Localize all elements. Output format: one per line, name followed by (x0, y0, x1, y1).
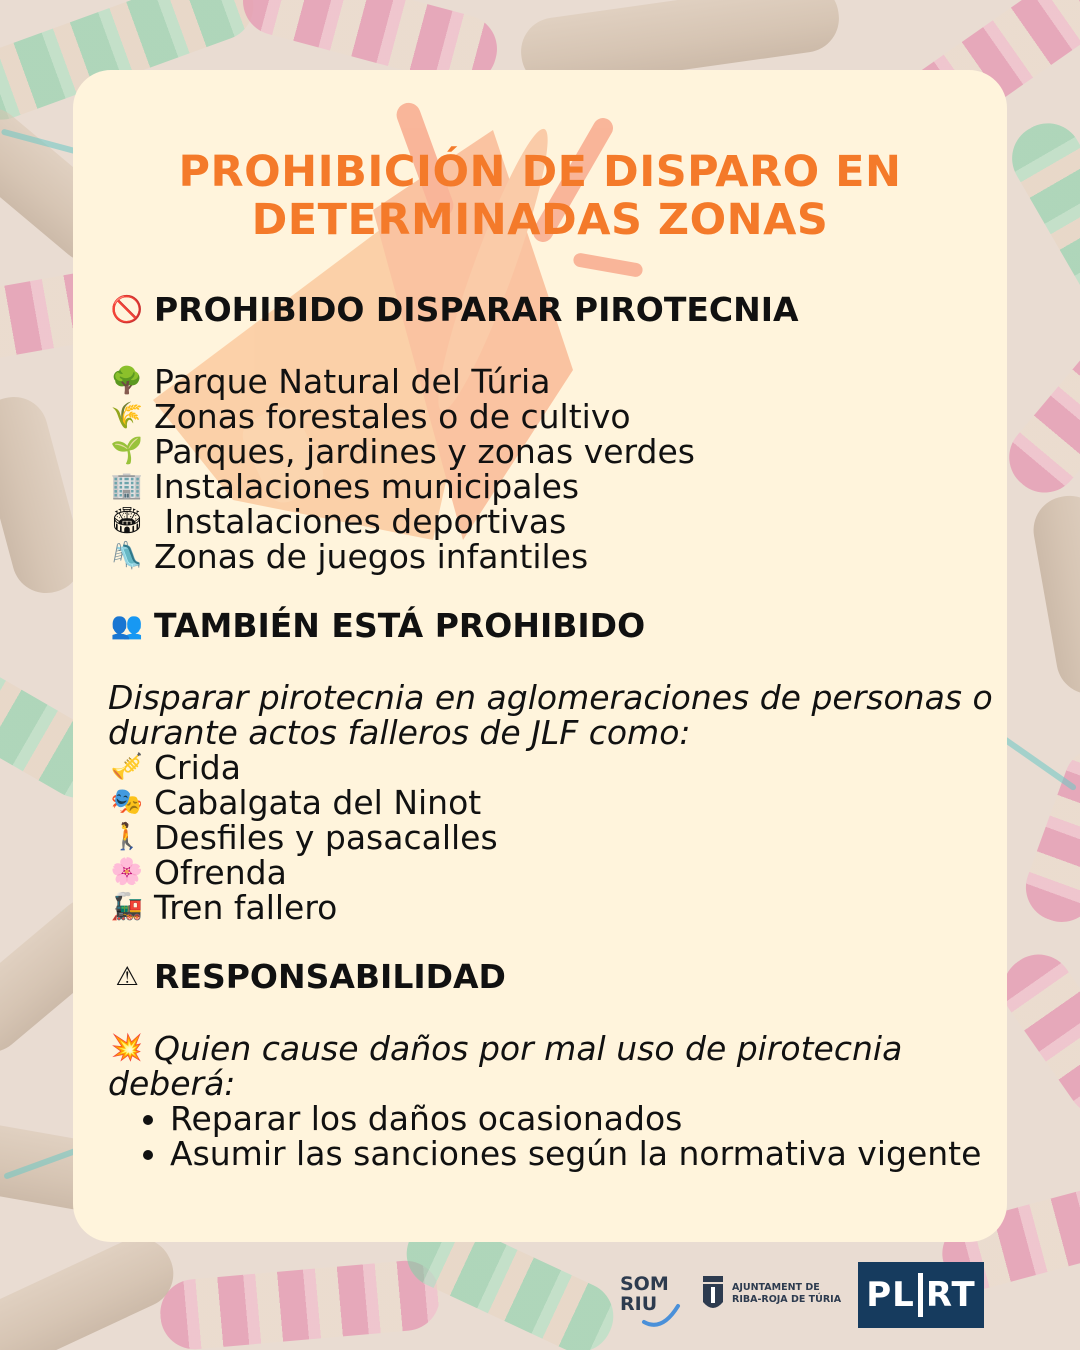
list-item: 🎭 Cabalgata del Ninot (108, 785, 988, 820)
warning-icon: ⚠ (115, 962, 139, 992)
somriu-arc-icon (640, 1300, 684, 1330)
footer-logos (620, 1262, 990, 1332)
list-item: 🚂 Tren fallero (108, 890, 988, 925)
responsabilidad-list (108, 1101, 988, 1171)
title-line-2: DETERMINADAS ZONAS (251, 195, 829, 245)
coat-of-arms-icon (700, 1274, 726, 1314)
list-item: 🏟 Instalaciones deportivas (108, 504, 988, 539)
section-responsabilidad-heading: ⚠ RESPONSABILIDAD (108, 959, 988, 995)
no-entry-icon: 🚫 (110, 295, 144, 325)
wheat-icon: 🌾 (110, 401, 144, 431)
title-line-1: PROHIBICIÓN DE DISPARO EN (178, 147, 902, 197)
section-responsabilidad-intro-1: 💥 Quien cause daños por mal uso de pirotecnia (108, 1031, 988, 1066)
plant-icon: 🌱 (110, 436, 144, 466)
section-tambien-intro-2: durante actos falleros de JLF como: (108, 713, 691, 752)
notice-card (73, 70, 1007, 1242)
theater-masks-icon: 🎭 (110, 787, 144, 817)
list-item: 🌱 Parques, jardines y zonas verdes (108, 434, 988, 469)
list-item: • Reparar los daños ocasionados (170, 1101, 988, 1136)
list-item: • Asumir las sanciones según la normativa vigente (170, 1136, 988, 1171)
list-item: 🛝 Zonas de juegos infantiles (108, 539, 988, 574)
tree-icon: 🌳 (110, 366, 144, 396)
section-tambien-heading: 👥 TAMBIÉN ESTÁ PROHIBIDO (108, 608, 988, 644)
list-item: 🌳 Parque Natural del Túria (108, 364, 988, 399)
train-icon: 🚂 (110, 892, 144, 922)
ajuntament-logo: AJUNTAMENT DE RIBA-ROJA DE TÚRIA (700, 1274, 841, 1314)
walking-person-icon: 🚶 (110, 822, 144, 852)
slide-icon: 🛝 (110, 541, 144, 571)
list-item: 🎺 Crida (108, 750, 988, 785)
list-item: 🌾 Zonas forestales o de cultivo (108, 399, 988, 434)
list-item: 🏢 Instalaciones municipales (108, 469, 988, 504)
page-title (73, 148, 1007, 244)
flower-icon: 🌸 (110, 857, 144, 887)
people-icon: 👥 (110, 611, 144, 641)
section-tambien-intro-1: Disparar pirotecnia en aglomeraciones de personas o (108, 678, 993, 717)
content (108, 290, 993, 1173)
building-icon: 🏢 (110, 471, 144, 501)
list-item: 🚶 Desfiles y pasacalles (108, 820, 988, 855)
section-responsabilidad-intro-2: deberá: (108, 1064, 236, 1103)
section-prohibido-heading: 🚫 PROHIBIDO DISPARAR PIROTECNIA (108, 292, 988, 328)
plrt-logo: PL RT (858, 1262, 984, 1328)
somriu-logo: SOM RIU (620, 1273, 669, 1315)
stadium-icon: 🏟 (110, 506, 144, 536)
list-item: 🌸 Ofrenda (108, 855, 988, 890)
trumpet-icon: 🎺 (110, 752, 144, 782)
explosion-icon: 💥 (110, 1033, 144, 1063)
